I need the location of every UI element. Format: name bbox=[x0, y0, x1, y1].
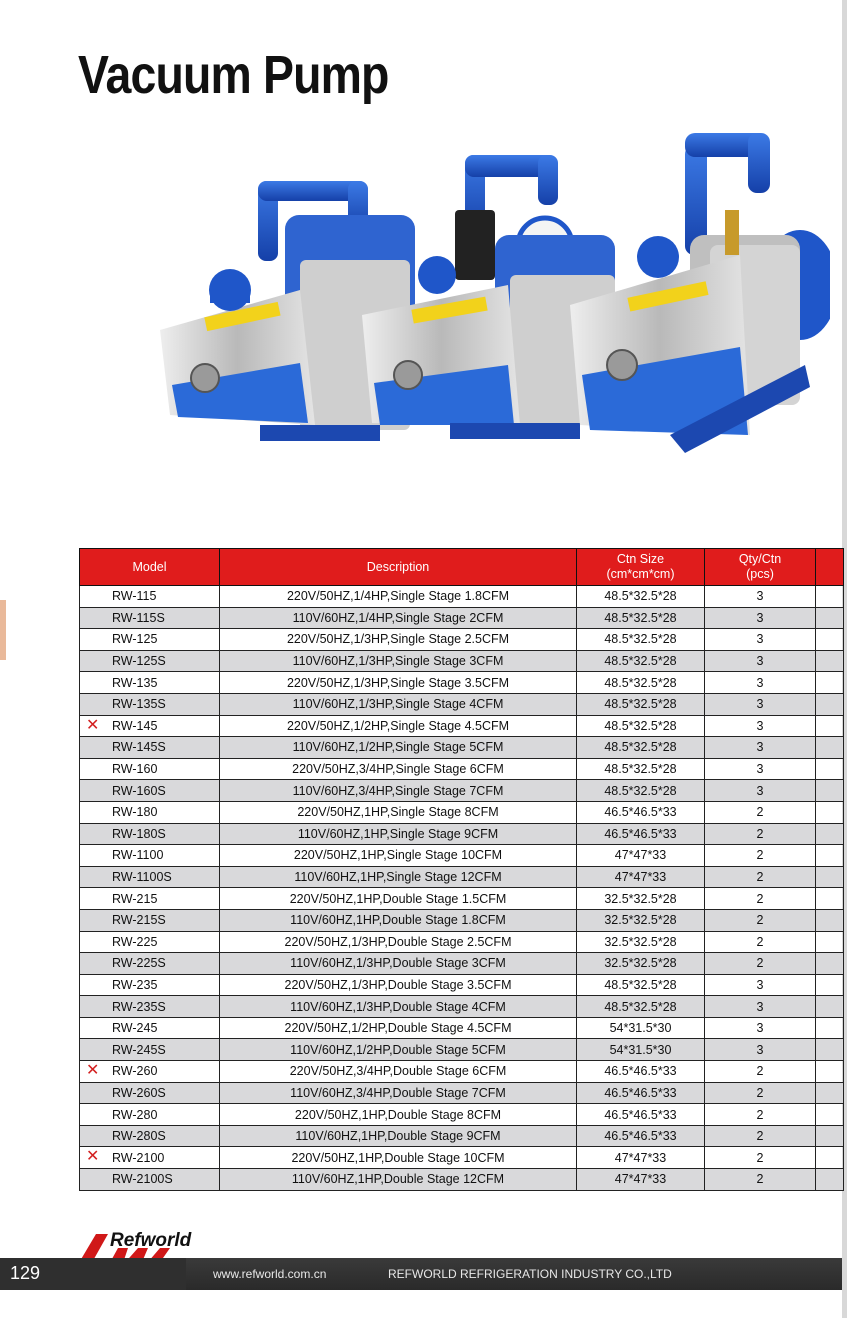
table-row bbox=[80, 1039, 844, 1061]
ctn-size-cell: 48.5*32.5*28 bbox=[577, 650, 705, 672]
table-row bbox=[80, 1061, 844, 1083]
qty-cell: 3 bbox=[705, 780, 816, 802]
specs-table bbox=[79, 548, 844, 1191]
model-cell: RW-115 bbox=[80, 586, 220, 608]
qty-cell: 2 bbox=[705, 888, 816, 910]
table-row bbox=[80, 780, 844, 802]
qty-cell: 2 bbox=[705, 1061, 816, 1083]
table-header-row bbox=[80, 549, 844, 586]
qty-cell: 2 bbox=[705, 931, 816, 953]
ctn-size-cell: 46.5*46.5*33 bbox=[577, 823, 705, 845]
qty-cell: 3 bbox=[705, 1039, 816, 1061]
qty-cell: 3 bbox=[705, 650, 816, 672]
qty-cell: 3 bbox=[705, 758, 816, 780]
table-row bbox=[80, 845, 844, 867]
description-cell: 220V/50HZ,1HP,Single Stage 8CFM bbox=[220, 801, 577, 823]
table-row bbox=[80, 737, 844, 759]
extra-cell bbox=[816, 845, 844, 867]
table-row bbox=[80, 650, 844, 672]
extra-cell bbox=[816, 1039, 844, 1061]
qty-cell: 2 bbox=[705, 1104, 816, 1126]
qty-cell: 3 bbox=[705, 737, 816, 759]
extra-cell bbox=[816, 931, 844, 953]
description-cell: 220V/50HZ,1/4HP,Single Stage 1.8CFM bbox=[220, 586, 577, 608]
table-row bbox=[80, 996, 844, 1018]
extra-cell bbox=[816, 629, 844, 651]
model-cell: RW-235 bbox=[80, 974, 220, 996]
model-cell: RW-135 bbox=[80, 672, 220, 694]
description-cell: 110V/60HZ,3/4HP,Single Stage 7CFM bbox=[220, 780, 577, 802]
table-row bbox=[80, 823, 844, 845]
table-row bbox=[80, 909, 844, 931]
qty-cell: 2 bbox=[705, 801, 816, 823]
model-cell: ✕ RW-145 bbox=[80, 715, 220, 737]
cross-mark-icon: ✕ bbox=[86, 716, 100, 734]
qty-cell: 3 bbox=[705, 586, 816, 608]
qty-cell: 2 bbox=[705, 1147, 816, 1169]
table-row bbox=[80, 629, 844, 651]
model-cell: RW-1100 bbox=[80, 845, 220, 867]
description-cell: 110V/60HZ,1/3HP,Double Stage 3CFM bbox=[220, 953, 577, 975]
description-cell: 220V/50HZ,1HP,Single Stage 10CFM bbox=[220, 845, 577, 867]
extra-cell bbox=[816, 715, 844, 737]
description-cell: 220V/50HZ,1/3HP,Double Stage 2.5CFM bbox=[220, 931, 577, 953]
table-row bbox=[80, 672, 844, 694]
table-row bbox=[80, 801, 844, 823]
table-row bbox=[80, 931, 844, 953]
ctn-size-cell: 54*31.5*30 bbox=[577, 1017, 705, 1039]
ctn-size-cell: 48.5*32.5*28 bbox=[577, 996, 705, 1018]
qty-cell: 3 bbox=[705, 629, 816, 651]
model-cell: RW-245S bbox=[80, 1039, 220, 1061]
model-cell: RW-245 bbox=[80, 1017, 220, 1039]
ctn-size-cell: 32.5*32.5*28 bbox=[577, 909, 705, 931]
table-row bbox=[80, 715, 844, 737]
ctn-size-cell: 48.5*32.5*28 bbox=[577, 758, 705, 780]
ctn-size-cell: 48.5*32.5*28 bbox=[577, 693, 705, 715]
extra-cell bbox=[816, 1061, 844, 1083]
qty-cell: 3 bbox=[705, 996, 816, 1018]
extra-cell bbox=[816, 586, 844, 608]
extra-cell bbox=[816, 1125, 844, 1147]
description-cell: 110V/60HZ,1/2HP,Single Stage 5CFM bbox=[220, 737, 577, 759]
description-cell: 220V/50HZ,1/2HP,Single Stage 4.5CFM bbox=[220, 715, 577, 737]
vacuum-pumps-image bbox=[150, 125, 830, 465]
description-cell: 110V/60HZ,1/4HP,Single Stage 2CFM bbox=[220, 607, 577, 629]
extra-cell bbox=[816, 693, 844, 715]
description-cell: 110V/60HZ,1HP,Single Stage 9CFM bbox=[220, 823, 577, 845]
qty-cell: 3 bbox=[705, 693, 816, 715]
description-cell: 220V/50HZ,1HP,Double Stage 8CFM bbox=[220, 1104, 577, 1126]
extra-cell bbox=[816, 737, 844, 759]
description-cell: 110V/60HZ,1/2HP,Double Stage 5CFM bbox=[220, 1039, 577, 1061]
description-cell: 110V/60HZ,1HP,Double Stage 12CFM bbox=[220, 1169, 577, 1191]
ctn-size-cell: 48.5*32.5*28 bbox=[577, 780, 705, 802]
qty-cell: 3 bbox=[705, 1017, 816, 1039]
table-row bbox=[80, 693, 844, 715]
cross-mark-icon: ✕ bbox=[86, 1062, 100, 1080]
description-cell: 220V/50HZ,1/3HP,Single Stage 3.5CFM bbox=[220, 672, 577, 694]
page-title: Vacuum Pump bbox=[78, 45, 389, 105]
header-ctn-size: Ctn Size (cm*cm*cm) bbox=[577, 549, 705, 586]
qty-cell: 2 bbox=[705, 866, 816, 888]
model-cell: RW-135S bbox=[80, 693, 220, 715]
ctn-size-cell: 46.5*46.5*33 bbox=[577, 801, 705, 823]
description-cell: 110V/60HZ,1/3HP,Single Stage 4CFM bbox=[220, 693, 577, 715]
table-row bbox=[80, 974, 844, 996]
extra-cell bbox=[816, 823, 844, 845]
ctn-size-cell: 48.5*32.5*28 bbox=[577, 586, 705, 608]
model-cell: RW-145S bbox=[80, 737, 220, 759]
model-cell: RW-225 bbox=[80, 931, 220, 953]
model-cell: RW-180 bbox=[80, 801, 220, 823]
ctn-size-cell: 48.5*32.5*28 bbox=[577, 607, 705, 629]
description-cell: 220V/50HZ,1HP,Double Stage 10CFM bbox=[220, 1147, 577, 1169]
ctn-size-cell: 48.5*32.5*28 bbox=[577, 672, 705, 694]
table-row bbox=[80, 888, 844, 910]
table-row bbox=[80, 866, 844, 888]
description-cell: 110V/60HZ,1HP,Double Stage 1.8CFM bbox=[220, 909, 577, 931]
extra-cell bbox=[816, 1104, 844, 1126]
extra-cell bbox=[816, 1017, 844, 1039]
model-cell: RW-160 bbox=[80, 758, 220, 780]
model-cell: RW-115S bbox=[80, 607, 220, 629]
ctn-size-cell: 46.5*46.5*33 bbox=[577, 1104, 705, 1126]
qty-cell: 2 bbox=[705, 823, 816, 845]
model-cell: RW-125 bbox=[80, 629, 220, 651]
model-cell: RW-2100S bbox=[80, 1169, 220, 1191]
ctn-size-cell: 54*31.5*30 bbox=[577, 1039, 705, 1061]
extra-cell bbox=[816, 888, 844, 910]
model-cell: RW-280 bbox=[80, 1104, 220, 1126]
extra-cell bbox=[816, 1082, 844, 1104]
extra-cell bbox=[816, 650, 844, 672]
ctn-size-cell: 46.5*46.5*33 bbox=[577, 1061, 705, 1083]
table-row bbox=[80, 586, 844, 608]
header-qty: Qty/Ctn (pcs) bbox=[705, 549, 816, 586]
model-cell: RW-280S bbox=[80, 1125, 220, 1147]
model-cell: ✕ RW-260 bbox=[80, 1061, 220, 1083]
extra-cell bbox=[816, 607, 844, 629]
ctn-size-cell: 46.5*46.5*33 bbox=[577, 1125, 705, 1147]
ctn-size-cell: 47*47*33 bbox=[577, 866, 705, 888]
qty-cell: 3 bbox=[705, 715, 816, 737]
description-cell: 110V/60HZ,3/4HP,Double Stage 7CFM bbox=[220, 1082, 577, 1104]
model-cell: RW-215S bbox=[80, 909, 220, 931]
qty-cell: 3 bbox=[705, 607, 816, 629]
ctn-size-cell: 47*47*33 bbox=[577, 845, 705, 867]
ctn-size-cell: 32.5*32.5*28 bbox=[577, 931, 705, 953]
extra-cell bbox=[816, 1147, 844, 1169]
header-description: Description bbox=[220, 549, 577, 586]
table-row bbox=[80, 1125, 844, 1147]
qty-cell: 3 bbox=[705, 672, 816, 694]
model-cell: RW-215 bbox=[80, 888, 220, 910]
ctn-size-cell: 46.5*46.5*33 bbox=[577, 1082, 705, 1104]
description-cell: 110V/60HZ,1/3HP,Double Stage 4CFM bbox=[220, 996, 577, 1018]
model-cell: RW-180S bbox=[80, 823, 220, 845]
description-cell: 220V/50HZ,1/3HP,Double Stage 3.5CFM bbox=[220, 974, 577, 996]
model-cell: RW-125S bbox=[80, 650, 220, 672]
table-row bbox=[80, 758, 844, 780]
extra-cell bbox=[816, 996, 844, 1018]
ctn-size-cell: 47*47*33 bbox=[577, 1147, 705, 1169]
description-cell: 110V/60HZ,1HP,Double Stage 9CFM bbox=[220, 1125, 577, 1147]
extra-cell bbox=[816, 866, 844, 888]
ctn-size-cell: 48.5*32.5*28 bbox=[577, 974, 705, 996]
table-row bbox=[80, 953, 844, 975]
extra-cell bbox=[816, 780, 844, 802]
model-cell: RW-160S bbox=[80, 780, 220, 802]
company-name: REFWORLD REFRIGERATION INDUSTRY CO.,LTD bbox=[388, 1267, 672, 1281]
description-cell: 220V/50HZ,1HP,Double Stage 1.5CFM bbox=[220, 888, 577, 910]
description-cell: 220V/50HZ,3/4HP,Single Stage 6CFM bbox=[220, 758, 577, 780]
extra-cell bbox=[816, 909, 844, 931]
description-cell: 220V/50HZ,1/2HP,Double Stage 4.5CFM bbox=[220, 1017, 577, 1039]
extra-cell bbox=[816, 672, 844, 694]
ctn-size-cell: 32.5*32.5*28 bbox=[577, 888, 705, 910]
qty-cell: 2 bbox=[705, 953, 816, 975]
qty-cell: 2 bbox=[705, 845, 816, 867]
description-cell: 110V/60HZ,1HP,Single Stage 12CFM bbox=[220, 866, 577, 888]
svg-text:Refworld: Refworld bbox=[110, 1230, 192, 1251]
table-row bbox=[80, 607, 844, 629]
model-cell: ✕ RW-2100 bbox=[80, 1147, 220, 1169]
cross-mark-icon: ✕ bbox=[86, 1148, 100, 1166]
model-cell: RW-225S bbox=[80, 953, 220, 975]
qty-cell: 2 bbox=[705, 1169, 816, 1191]
description-cell: 110V/60HZ,1/3HP,Single Stage 3CFM bbox=[220, 650, 577, 672]
website-link[interactable]: www.refworld.com.cn bbox=[213, 1267, 327, 1281]
table-row bbox=[80, 1169, 844, 1191]
table-row bbox=[80, 1082, 844, 1104]
description-cell: 220V/50HZ,3/4HP,Double Stage 6CFM bbox=[220, 1061, 577, 1083]
page-edge-tab bbox=[0, 600, 6, 660]
ctn-size-cell: 32.5*32.5*28 bbox=[577, 953, 705, 975]
extra-cell bbox=[816, 953, 844, 975]
header-model: Model bbox=[80, 549, 220, 586]
ctn-size-cell: 48.5*32.5*28 bbox=[577, 629, 705, 651]
extra-cell bbox=[816, 801, 844, 823]
ctn-size-cell: 47*47*33 bbox=[577, 1169, 705, 1191]
qty-cell: 3 bbox=[705, 974, 816, 996]
page-number: 129 bbox=[10, 1263, 41, 1283]
extra-cell bbox=[816, 1169, 844, 1191]
ctn-size-cell: 48.5*32.5*28 bbox=[577, 715, 705, 737]
table-row bbox=[80, 1104, 844, 1126]
table-row bbox=[80, 1147, 844, 1169]
qty-cell: 2 bbox=[705, 1125, 816, 1147]
qty-cell: 2 bbox=[705, 1082, 816, 1104]
extra-cell bbox=[816, 758, 844, 780]
table-row bbox=[80, 1017, 844, 1039]
model-cell: RW-1100S bbox=[80, 866, 220, 888]
model-cell: RW-260S bbox=[80, 1082, 220, 1104]
ctn-size-cell: 48.5*32.5*28 bbox=[577, 737, 705, 759]
header-extra bbox=[816, 549, 844, 586]
extra-cell bbox=[816, 974, 844, 996]
qty-cell: 2 bbox=[705, 909, 816, 931]
model-cell: RW-235S bbox=[80, 996, 220, 1018]
description-cell: 220V/50HZ,1/3HP,Single Stage 2.5CFM bbox=[220, 629, 577, 651]
